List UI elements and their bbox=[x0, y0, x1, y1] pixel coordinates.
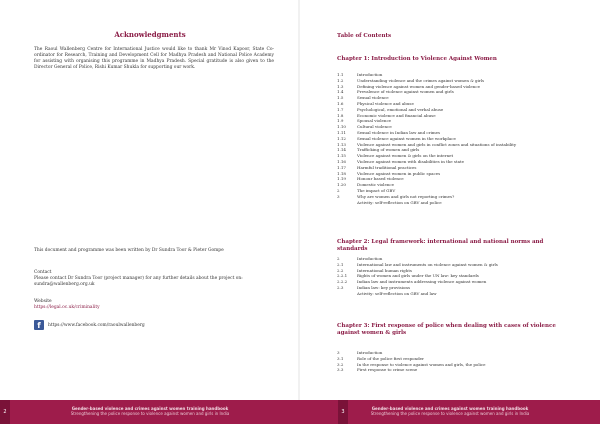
toc-entry-title: Understanding violence and the crimes against women & girls bbox=[357, 77, 485, 83]
website-heading: Website bbox=[34, 299, 52, 304]
toc-entry-number: 3.1 bbox=[337, 355, 344, 361]
toc-entry-title: Sexual violence against women in the workplace bbox=[357, 135, 456, 141]
contact-text: Please contact Dr Sundra Toor (project manager) for any further details about the project on: sundra@wallenberg.org.uk bbox=[34, 276, 243, 287]
chapter-3-entries bbox=[337, 350, 567, 373]
toc-entry-number: 3 bbox=[337, 350, 340, 355]
contact-heading: Contact bbox=[34, 270, 52, 275]
toc-entry-title: Defining violence against women and gender-based violence bbox=[357, 83, 480, 89]
toc-entry-title: Rights of women and girls under the UN law: key standards bbox=[357, 273, 479, 279]
toc-entry-title: Spousal violence bbox=[357, 118, 392, 124]
toc-entry-title: The impact of GBV bbox=[357, 187, 396, 193]
toc-entry-title: Economic violence and financial abuse bbox=[357, 112, 436, 118]
chapter-2-heading[interactable]: Chapter 2: Legal framework: international and national norms and standards bbox=[337, 239, 544, 252]
toc-title: Table of Contents bbox=[337, 33, 392, 39]
acknowledgments-heading: Acknowledgments bbox=[114, 30, 186, 39]
chapter-2-entries bbox=[337, 256, 567, 297]
toc-entry[interactable] bbox=[337, 200, 567, 206]
toc-entry-title: Activity: self-reflection on GBV and law bbox=[357, 290, 437, 296]
acknowledgments-text: The Raoul Wallenberg Centre for International Justice would like to thank Mr Vinod Kapoor, State Co-ordinator for Research, Training and Development Cell for Madhya Pradesh and National Police Academy for assisting with organising this programme in Madhya Pradesh. Special gratitude is also given to the Director General of Police, Rishi Kumar Shukla for supporting our work. bbox=[34, 47, 274, 71]
toc-entry-number: 2 bbox=[337, 256, 340, 261]
footer-line-2: Strengthening the police response to violence against women and girls in India bbox=[70, 411, 230, 416]
toc-entry-title: Why are women and girls not reporting crimes? bbox=[357, 193, 455, 199]
chapter-1-entries bbox=[337, 72, 567, 205]
toc-entry-number: 1.17 bbox=[337, 164, 346, 170]
toc-entry-title: Indian law: key provisions bbox=[357, 284, 411, 290]
toc-entry[interactable] bbox=[337, 291, 567, 297]
toc-entry-title: In the response to violence against women and girls, the police bbox=[357, 361, 486, 367]
toc-entry-number: 2.2.1 bbox=[337, 273, 348, 279]
toc-entry-number: 1.14 bbox=[337, 147, 346, 153]
author-note: This document and programme was been written by Dr Sundra Toor & Pieter Gompe bbox=[34, 248, 224, 253]
toc-entry-title: Cultural violence bbox=[357, 124, 392, 130]
toc-entry-number: 2 bbox=[337, 187, 340, 193]
facebook-icon[interactable]: f bbox=[34, 320, 44, 330]
chapter-3-heading[interactable]: Chapter 3: First response of police when dealing with cases of violence against women & girls bbox=[337, 323, 556, 336]
toc-entry-title: International human rights bbox=[357, 267, 412, 273]
toc-entry-number: 1.16 bbox=[337, 158, 346, 164]
toc-entry-number: 3.3 bbox=[337, 367, 344, 373]
page-number-left: 2 bbox=[0, 400, 10, 424]
toc-entry-number: 1.8 bbox=[337, 112, 344, 118]
toc-entry-title: Introduction bbox=[357, 350, 383, 355]
toc-entry-number: 1.9 bbox=[337, 118, 344, 124]
toc-entry-title: First response to crime scene bbox=[357, 367, 418, 373]
website-link[interactable]: https://legal.oc.uk/criminality bbox=[34, 305, 100, 310]
toc-entry-title: Introduction bbox=[357, 72, 383, 77]
toc-entry-number: 1.19 bbox=[337, 176, 346, 182]
toc-entry-title: Domestic violence bbox=[357, 182, 395, 188]
toc-entry-number: 1.18 bbox=[337, 170, 346, 176]
toc-entry-number: 1.7 bbox=[337, 106, 344, 112]
toc-entry-title: Violence against women with disabilities in the state bbox=[357, 158, 464, 164]
chapter-1-heading[interactable]: Chapter 1: Introduction to Violence Against Women bbox=[337, 56, 497, 62]
toc-entry-number: 1.3 bbox=[337, 83, 344, 89]
toc-entry-number: 1.4 bbox=[337, 89, 344, 95]
toc-entry-number: 1.20 bbox=[337, 182, 346, 188]
toc-entry-title: Honour based violence bbox=[357, 176, 404, 182]
footer-line-1: Gender-based violence and crimes against women training handbook bbox=[71, 406, 229, 411]
toc-entry-title: Prevalence of violence against women and girls bbox=[357, 89, 454, 95]
toc-entry-title: Sexual violence bbox=[357, 95, 389, 101]
toc-entry-number: 2.3 bbox=[337, 284, 344, 290]
toc-entry-title: Psychological, emotional and verbal abuse bbox=[357, 106, 444, 112]
toc-entry-number: 3 bbox=[337, 193, 340, 199]
toc-entry-number: 1.2 bbox=[337, 77, 344, 83]
toc-entry[interactable] bbox=[337, 367, 567, 373]
toc-entry-title: Introduction bbox=[357, 256, 383, 261]
toc-entry-title: Violence against women and girls in conflict zones and situations of instability bbox=[357, 141, 517, 147]
toc-entry-number: 2.2.2 bbox=[337, 279, 348, 285]
toc-entry-number: 1.11 bbox=[337, 129, 346, 135]
toc-entry-number: 2.1 bbox=[337, 261, 344, 267]
toc-entry-title: Physical violence and abuse bbox=[357, 100, 414, 106]
toc-entry-number: 1.10 bbox=[337, 124, 346, 130]
toc-entry-title: Trafficking of women and girls bbox=[357, 147, 420, 153]
facebook-row[interactable] bbox=[34, 320, 145, 330]
toc-entry-number: 1.13 bbox=[337, 141, 346, 147]
toc-entry-title: Activity: self-reflection on GBV and police bbox=[357, 199, 442, 205]
page-number-right: 3 bbox=[338, 400, 348, 424]
toc-entry-title: Sexual violence in Indian law and crimes bbox=[357, 129, 441, 135]
right-page bbox=[300, 0, 600, 424]
toc-entry-number: 1.5 bbox=[337, 95, 344, 101]
toc-entry-number: 3.2 bbox=[337, 361, 344, 367]
toc-entry-number: 1.15 bbox=[337, 153, 346, 159]
toc-entry-title: International law and instruments on violence against women & girls bbox=[357, 261, 498, 267]
footer-line-1: Gender-based violence and crimes against women training handbook bbox=[371, 406, 529, 411]
toc-entry-title: Violence against women & girls on the internet bbox=[357, 153, 454, 159]
facebook-link[interactable]: https://www.facebook.com/raoulwallenberg bbox=[48, 322, 145, 328]
toc-entry-title: Indian law and instruments addressing violence against women bbox=[357, 279, 487, 285]
toc-entry-title: Role of the police first responder bbox=[357, 355, 424, 361]
toc-entry-number: 1.1 bbox=[337, 72, 344, 77]
toc-entry-number bbox=[337, 200, 357, 206]
toc-entry-number: 2.2 bbox=[337, 267, 344, 273]
footer-line-2: Strengthening the police response to violence against women and girls in India bbox=[370, 411, 530, 416]
toc-entry-title: Harmful traditional practices bbox=[357, 164, 417, 170]
toc-entry-title: Violence against women in public spaces bbox=[357, 170, 441, 176]
toc-entry-number bbox=[337, 291, 357, 297]
toc-entry-number: 1.6 bbox=[337, 100, 344, 106]
toc-entry-number: 1.12 bbox=[337, 135, 346, 141]
footer-left bbox=[0, 400, 300, 424]
